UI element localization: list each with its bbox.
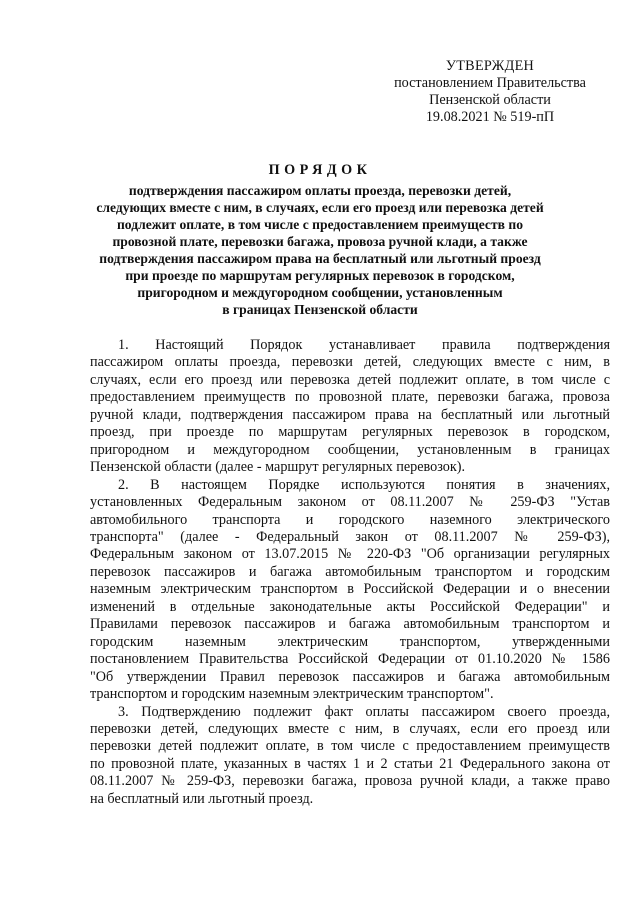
paragraph-2-line: 2. В настоящем Порядке используются понятия в значениях, (118, 476, 610, 493)
subtitle-line: подтверждения пассажиром права на бесплатный или льготный проезд (99, 251, 541, 266)
document-title: ПОРЯДОК (268, 162, 372, 178)
paragraph-2-line: установленных Федеральным законом от 08.11.2007 № 259-ФЗ "Устав (90, 494, 610, 511)
paragraph-1-line: случаях, если его проезд или перевозка детей подлежит оплате, в том числе с (90, 371, 610, 388)
approval-title: УТВЕРЖДЕН (445, 58, 535, 74)
approval-line: Пензенской области (429, 92, 551, 108)
paragraph-2-line: городским наземным электрическим транспортом, утвержденными (90, 633, 610, 650)
paragraph-2-line: наземным электрическим транспортом в Российской Федерации и о внесении (90, 581, 610, 598)
paragraph-2-line: автомобильного транспорта и городского наземного электрического (90, 511, 610, 528)
paragraph-1-line: проезд, при проезде по маршрутам регулярных перевозок в городском, (90, 424, 610, 441)
paragraph-1-line: предоставлением преимуществ по провозной плате, перевозки багажа, провоза (90, 389, 610, 406)
paragraph-3-line: на бесплатный или льготный проезд. (90, 790, 314, 807)
paragraph-2-line: постановлением Правительства Российской Федерации от 01.10.2020 № 1586 (90, 651, 610, 668)
subtitle-line: провозной плате, перевозки багажа, провоза ручной клади, а также (112, 234, 528, 249)
paragraph-3-line: перевозки детей, следующих вместе с ним, в случаях, если его проезд или (90, 720, 610, 737)
paragraph-2-line: транспорта" (далее - Федеральный закон от 08.11.2007 № 259-ФЗ), (90, 528, 610, 545)
paragraph-1-line: Пензенской области (далее - маршрут регулярных перевозок). (90, 459, 466, 476)
document-subtitle (72, 182, 568, 318)
subtitle-line: пригородном и междугородном сообщении, установленным (137, 285, 503, 300)
subtitle-line: при проезде по маршрутам регулярных перевозок в городском, (125, 268, 515, 283)
paragraph-2-line: Правилами перевозок пассажиров и багажа автомобильным транспортом и (90, 616, 610, 633)
approval-date: 19.08.2021 № 519-пП (425, 109, 555, 125)
subtitle-line: подлежит оплате, в том числе с предоставлением преимуществ по (116, 217, 524, 232)
paragraph-3-line: 3. Подтверждению подлежит факт оплаты пассажиром своего проезда, (118, 703, 610, 720)
subtitle-line: в границах Пензенской области (222, 302, 418, 317)
paragraph-2-line: транспортом и городским наземным электрическим транспортом". (90, 686, 494, 703)
paragraph-1-line: ручной клади, подтверждения пассажиром права на бесплатный или льготный (90, 406, 610, 423)
paragraph-2-line: "Об утверждении Правил перевозок пассажиров и багажа автомобильным (90, 668, 610, 685)
paragraph-3-line: по провозной плате, указанных в частях 1 и 2 статьи 21 Федерального закона от (90, 755, 610, 772)
paragraph-1-line: пригородном и междугородном сообщении, установленным в границах (90, 441, 610, 458)
paragraph-2-line: перевозок пассажиров и багажа автомобильным транспортом и городским (90, 563, 610, 580)
paragraph-1-line: пассажиром оплаты проезда, перевозки детей, следующих вместе с ним, в (90, 354, 610, 371)
paragraph-3-line: перевозки детей подлежит оплате, в том числе с предоставлением преимуществ (90, 738, 610, 755)
paragraph-2-line: изменений в отдельные законодательные акты Российской Федерации" и (90, 598, 610, 615)
subtitle-line: подтверждения пассажиром оплаты проезда, перевозки детей, (128, 183, 512, 198)
subtitle-line: следующих вместе с ним, в случаях, если его проезд или перевозка детей (96, 200, 544, 215)
approval-stamp (380, 58, 600, 126)
approval-line: постановлением Правительства (394, 75, 586, 91)
document-body (90, 337, 610, 808)
paragraph-1-line: 1. Настоящий Порядок устанавливает правила подтверждения (118, 337, 610, 353)
paragraph-2-line: Федеральным законом от 13.07.2015 № 220-ФЗ "Об организации регулярных (90, 546, 610, 563)
paragraph-3-line: 08.11.2007 № 259-ФЗ, перевозки багажа, провоза ручной клади, а также право (90, 773, 610, 790)
